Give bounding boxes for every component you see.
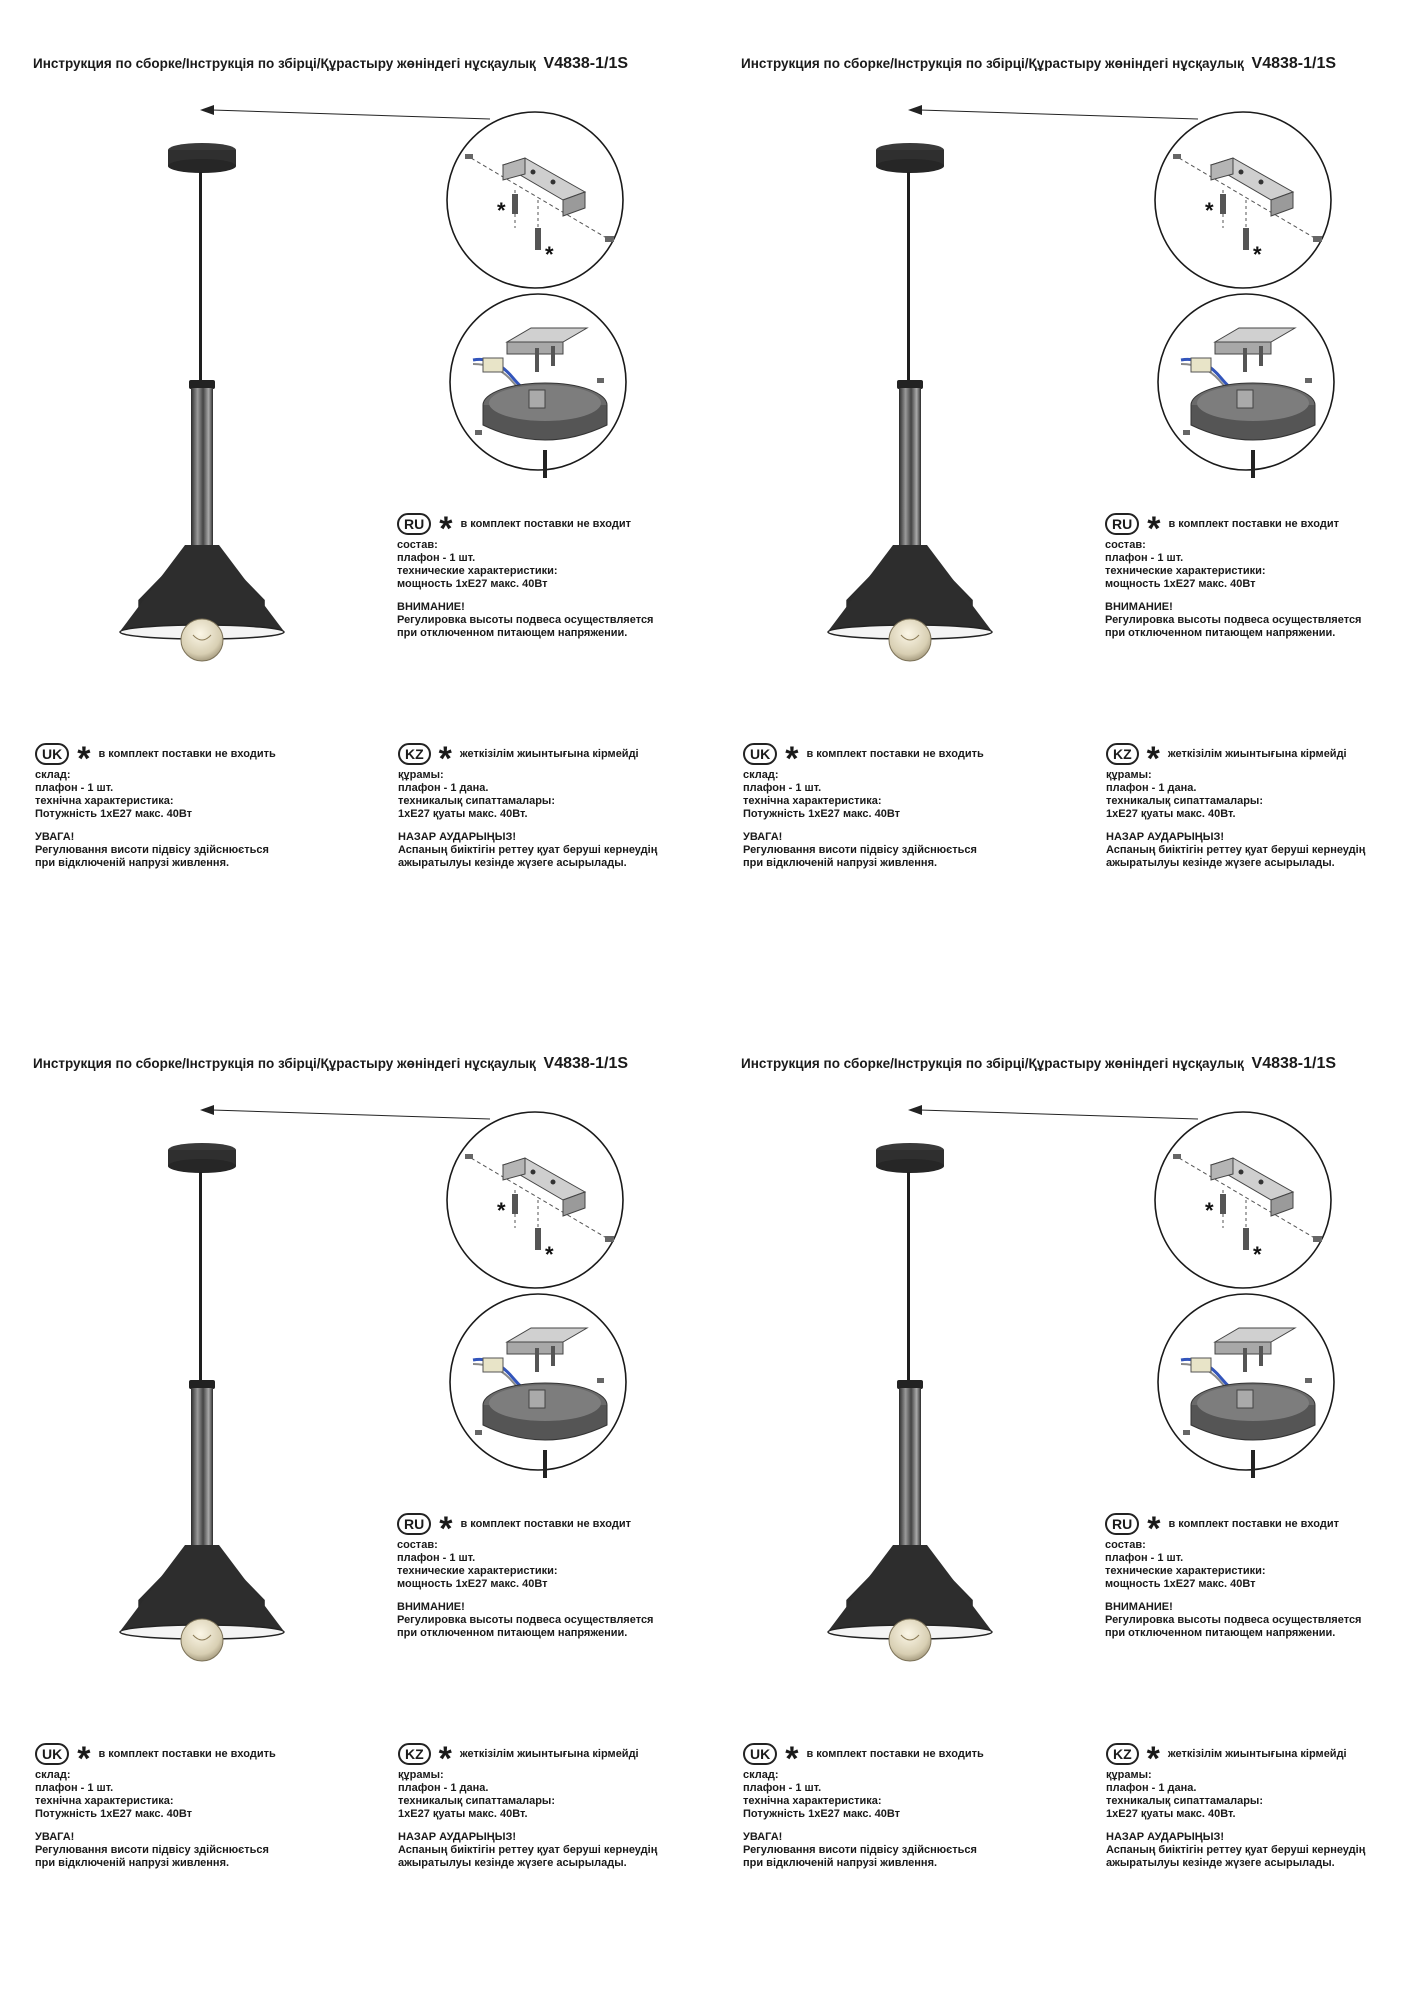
asterisk-icon: * [1146, 1740, 1160, 1778]
asterisk-icon: * [785, 740, 799, 778]
kz-line: плафон - 1 дана. [398, 782, 489, 794]
kz-note: жеткізілім жиынтығына кірмейді [1167, 1747, 1347, 1760]
ru-warning-line: при отключенном питающем напряжении. [397, 627, 628, 639]
ru-section [397, 512, 653, 640]
uk-line: технічна характеристика: [35, 795, 174, 807]
uk-warning-title: УВАГА! [35, 1831, 75, 1843]
asterisk-icon: * [1146, 740, 1160, 778]
asterisk-mark: * [545, 1242, 554, 1267]
kz-warning-line: Аспаның биіктігін реттеу қуат беруші кернеудің [1106, 1844, 1366, 1856]
uk-line: технічна характеристика: [743, 795, 882, 807]
ru-badge: RU [397, 513, 431, 535]
kz-warning-line: Аспаның биіктігін реттеу қуат беруші кернеудің [398, 844, 658, 856]
ru-warning-line: при отключенном питающем напряжении. [1105, 627, 1336, 639]
ceiling-cup-wiring-detail [445, 1290, 635, 1480]
uk-warning-title: УВАГА! [35, 831, 75, 843]
kz-warning-title: НАЗАР АУДАРЫҢЫЗ! [398, 831, 517, 843]
kz-line: техникалық сипаттамалары: [398, 795, 555, 807]
kz-badge: KZ [398, 1743, 431, 1765]
kz-warning-line: ажыратылуы кезінде жүзеге асырылады. [398, 1857, 627, 1869]
kz-line: құрамы: [1106, 1769, 1152, 1781]
uk-note: в комплект поставки не входить [98, 747, 276, 760]
uk-line: плафон - 1 шт. [35, 782, 114, 794]
ru-line: плафон - 1 шт. [1105, 552, 1184, 564]
kz-section [398, 742, 657, 870]
title-text: Инструкция по сборке/Інструкція по збірці/Құрастыру жөніндегі нұсқаулық [741, 56, 1244, 71]
kz-section [398, 1742, 657, 1870]
uk-note: в комплект поставки не входить [98, 1747, 276, 1760]
uk-badge: UK [743, 743, 777, 765]
asterisk-mark: * [1253, 1242, 1262, 1267]
ru-line: технические характеристики: [1105, 565, 1266, 577]
ru-section [397, 1512, 653, 1640]
uk-section [743, 742, 984, 870]
instruction-sheet-bottom-left [0, 1000, 707, 2000]
ru-line: состав: [1105, 1539, 1146, 1551]
ru-warning-line: Регулировка высоты подвеса осуществляется [397, 614, 654, 626]
uk-line: склад: [743, 769, 779, 781]
asterisk-icon: * [438, 740, 452, 778]
kz-section [1106, 742, 1365, 870]
uk-warning-line: Регулювання висоти підвісу здійснюється [35, 844, 269, 856]
model-number: V4838-1/1S [543, 1055, 629, 1072]
ru-line: состав: [397, 1539, 438, 1551]
uk-badge: UK [35, 743, 69, 765]
pendant-lamp-illustration [813, 130, 1013, 670]
bracket-mount-detail [1153, 110, 1333, 290]
kz-warning-line: ажыратылуы кезінде жүзеге асырылады. [1106, 1857, 1335, 1869]
kz-warning-line: Аспаның биіктігін реттеу қуат беруші кернеудің [1106, 844, 1366, 856]
uk-section [35, 742, 276, 870]
ru-line: плафон - 1 шт. [397, 552, 476, 564]
uk-line: плафон - 1 шт. [743, 1782, 822, 1794]
ru-badge: RU [1105, 1513, 1139, 1535]
ru-line: мощность 1хЕ27 макс. 40Вт [1105, 1578, 1256, 1590]
model-number: V4838-1/1S [1251, 1055, 1337, 1072]
kz-line: техникалық сипаттамалары: [1106, 795, 1263, 807]
ru-warning-line: Регулировка высоты подвеса осуществляется [1105, 614, 1362, 626]
asterisk-mark: * [545, 242, 554, 267]
ru-note: в комплект поставки не входит [460, 517, 631, 530]
ceiling-cup-wiring-detail [1153, 1290, 1343, 1480]
bracket-mount-detail [1153, 1110, 1333, 1290]
uk-warning-line: при відключеній напрузі живлення. [35, 1857, 230, 1869]
uk-warning-title: УВАГА! [743, 831, 783, 843]
uk-line: Потужність 1хЕ27 макс. 40Вт [743, 1808, 901, 1820]
ru-warning-line: Регулировка высоты подвеса осуществляется [397, 1614, 654, 1626]
ru-warning-title: ВНИМАНИЕ! [1105, 601, 1173, 613]
uk-badge: UK [743, 1743, 777, 1765]
asterisk-mark: * [497, 1198, 506, 1223]
kz-line: плафон - 1 дана. [398, 1782, 489, 1794]
kz-warning-line: Аспаның биіктігін реттеу қуат беруші кернеудің [398, 1844, 658, 1856]
kz-warning-line: ажыратылуы кезінде жүзеге асырылады. [398, 857, 627, 869]
kz-badge: KZ [1106, 1743, 1139, 1765]
ru-line: состав: [397, 539, 438, 551]
instruction-sheet-bottom-right [708, 1000, 1415, 2000]
uk-warning-title: УВАГА! [743, 1831, 783, 1843]
kz-line: техникалық сипаттамалары: [1106, 1795, 1263, 1807]
uk-line: плафон - 1 шт. [743, 782, 822, 794]
asterisk-icon: * [438, 1740, 452, 1778]
asterisk-icon: * [77, 1740, 91, 1778]
ru-line: технические характеристики: [397, 565, 558, 577]
kz-line: 1хЕ27 қуаты макс. 40Вт. [1106, 1808, 1236, 1820]
kz-line: плафон - 1 дана. [1106, 782, 1197, 794]
kz-line: 1хЕ27 қуаты макс. 40Вт. [398, 808, 528, 820]
ru-section [1105, 1512, 1361, 1640]
kz-line: құрамы: [1106, 769, 1152, 781]
kz-warning-line: ажыратылуы кезінде жүзеге асырылады. [1106, 857, 1335, 869]
kz-line: құрамы: [398, 1769, 444, 1781]
asterisk-icon: * [1147, 510, 1161, 548]
kz-section [1106, 1742, 1365, 1870]
ru-line: технические характеристики: [1105, 1565, 1266, 1577]
uk-warning-line: Регулювання висоти підвісу здійснюється [35, 1844, 269, 1856]
instruction-sheet-top-right [708, 0, 1415, 1000]
ru-warning-line: при отключенном питающем напряжении. [1105, 1627, 1336, 1639]
ru-section [1105, 512, 1361, 640]
kz-badge: KZ [398, 743, 431, 765]
uk-note: в комплект поставки не входить [806, 747, 984, 760]
asterisk-icon: * [439, 510, 453, 548]
bracket-mount-detail [445, 1110, 625, 1290]
title-text: Инструкция по сборке/Інструкція по збірці/Құрастыру жөніндегі нұсқаулық [33, 56, 536, 71]
title-text: Инструкция по сборке/Інструкція по збірці/Құрастыру жөніндегі нұсқаулық [741, 1056, 1244, 1071]
ru-line: мощность 1хЕ27 макс. 40Вт [397, 578, 548, 590]
ru-line: мощность 1хЕ27 макс. 40Вт [397, 1578, 548, 1590]
asterisk-icon: * [1147, 1510, 1161, 1548]
pendant-lamp-illustration [105, 130, 305, 670]
kz-warning-title: НАЗАР АУДАРЫҢЫЗ! [1106, 831, 1225, 843]
asterisk-mark: * [1205, 198, 1214, 223]
asterisk-icon: * [439, 1510, 453, 1548]
kz-line: техникалық сипаттамалары: [398, 1795, 555, 1807]
model-number: V4838-1/1S [1251, 55, 1337, 72]
asterisk-icon: * [77, 740, 91, 778]
kz-note: жеткізілім жиынтығына кірмейді [1167, 747, 1347, 760]
uk-warning-line: при відключеній напрузі живлення. [743, 857, 938, 869]
pendant-lamp-illustration [813, 1130, 1013, 1670]
uk-line: технічна характеристика: [35, 1795, 174, 1807]
kz-line: 1хЕ27 қуаты макс. 40Вт. [398, 1808, 528, 1820]
kz-warning-title: НАЗАР АУДАРЫҢЫЗ! [1106, 1831, 1225, 1843]
ru-note: в комплект поставки не входит [1168, 1517, 1339, 1530]
uk-badge: UK [35, 1743, 69, 1765]
ru-warning-title: ВНИМАНИЕ! [397, 1601, 465, 1613]
ru-warning-title: ВНИМАНИЕ! [1105, 1601, 1173, 1613]
kz-note: жеткізілім жиынтығына кірмейді [459, 1747, 639, 1760]
uk-warning-line: Регулювання висоти підвісу здійснюється [743, 1844, 977, 1856]
kz-note: жеткізілім жиынтығына кірмейді [459, 747, 639, 760]
kz-line: 1хЕ27 қуаты макс. 40Вт. [1106, 808, 1236, 820]
uk-line: Потужність 1хЕ27 макс. 40Вт [35, 808, 193, 820]
uk-line: Потужність 1хЕ27 макс. 40Вт [35, 1808, 193, 1820]
asterisk-mark: * [1253, 242, 1262, 267]
uk-line: плафон - 1 шт. [35, 1782, 114, 1794]
uk-line: Потужність 1хЕ27 макс. 40Вт [743, 808, 901, 820]
uk-line: склад: [35, 769, 71, 781]
uk-note: в комплект поставки не входить [806, 1747, 984, 1760]
uk-section [35, 1742, 276, 1870]
ru-badge: RU [1105, 513, 1139, 535]
instruction-sheet-top-left [0, 0, 707, 1000]
ceiling-cup-wiring-detail [445, 290, 635, 480]
ru-note: в комплект поставки не входит [460, 1517, 631, 1530]
uk-section [743, 1742, 984, 1870]
title-text: Инструкция по сборке/Інструкція по збірці/Құрастыру жөніндегі нұсқаулық [33, 1056, 536, 1071]
asterisk-mark: * [497, 198, 506, 223]
ru-badge: RU [397, 1513, 431, 1535]
ru-warning-line: при отключенном питающем напряжении. [397, 1627, 628, 1639]
uk-warning-line: при відключеній напрузі живлення. [35, 857, 230, 869]
bracket-mount-detail [445, 110, 625, 290]
kz-line: құрамы: [398, 769, 444, 781]
ru-line: плафон - 1 шт. [397, 1552, 476, 1564]
uk-line: склад: [743, 1769, 779, 1781]
uk-warning-line: при відключеній напрузі живлення. [743, 1857, 938, 1869]
uk-line: склад: [35, 1769, 71, 1781]
ru-line: состав: [1105, 539, 1146, 551]
ru-warning-line: Регулировка высоты подвеса осуществляется [1105, 1614, 1362, 1626]
asterisk-icon: * [785, 1740, 799, 1778]
ru-line: плафон - 1 шт. [1105, 1552, 1184, 1564]
pendant-lamp-illustration [105, 1130, 305, 1670]
ru-line: мощность 1хЕ27 макс. 40Вт [1105, 578, 1256, 590]
asterisk-mark: * [1205, 1198, 1214, 1223]
ru-warning-title: ВНИМАНИЕ! [397, 601, 465, 613]
ceiling-cup-wiring-detail [1153, 290, 1343, 480]
uk-line: технічна характеристика: [743, 1795, 882, 1807]
ru-line: технические характеристики: [397, 1565, 558, 1577]
uk-warning-line: Регулювання висоти підвісу здійснюється [743, 844, 977, 856]
model-number: V4838-1/1S [543, 55, 629, 72]
ru-note: в комплект поставки не входит [1168, 517, 1339, 530]
kz-warning-title: НАЗАР АУДАРЫҢЫЗ! [398, 1831, 517, 1843]
kz-badge: KZ [1106, 743, 1139, 765]
kz-line: плафон - 1 дана. [1106, 1782, 1197, 1794]
